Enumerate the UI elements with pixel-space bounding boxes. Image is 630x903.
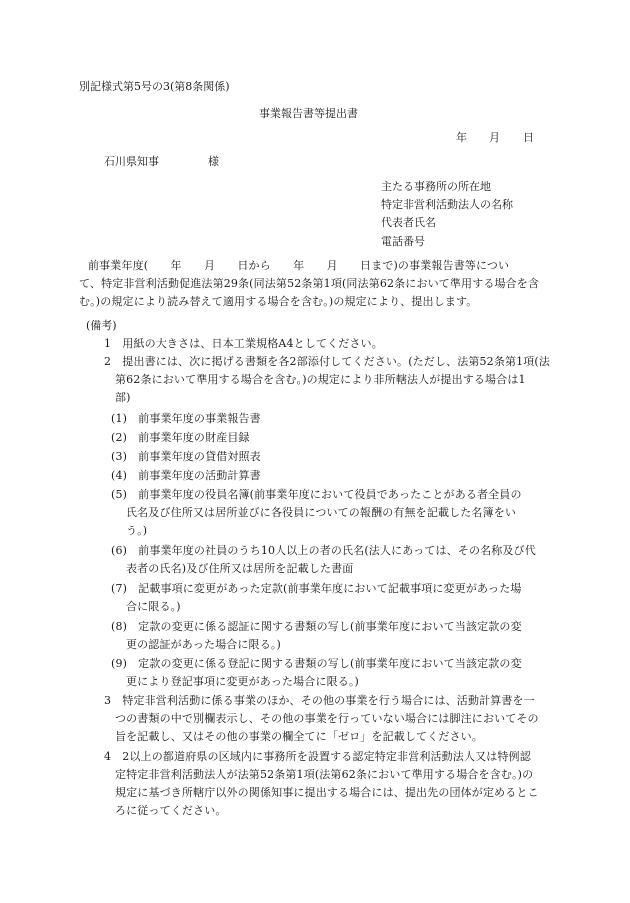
note-line: (6) 前事業年度の社員のうち10人以上の者の氏名(法人にあっては、その名称及び代 [111, 544, 536, 557]
applicant-representative-label: 代表者氏名 [381, 216, 436, 229]
note-line: 2 提出書には、次に掲げる書類を各2部添付してください。(ただし、法第52条第1項(法 [104, 355, 551, 368]
addressee-honorific: 様 [208, 155, 219, 168]
note-line: 4 2以上の都道府県の区域内に事務所を設置する認定特定非営利活動法人又は特例認 [104, 750, 531, 763]
notes-heading: (備考) [86, 319, 117, 332]
note-line: (4) 前事業年度の活動計算書 [111, 469, 261, 482]
note-line: 第62条において準用する場合を含む。)の規定により非所轄法人が提出する場合は1 [115, 373, 526, 386]
note-line: 1 用紙の大きさは、日本工業規格A4としてください。 [104, 337, 383, 350]
note-line: う。) [126, 524, 148, 537]
date-month: 月 [489, 131, 500, 144]
body-line: 前事業年度( 年 月 日から 年 月 日まで)の事業報告書等につい [88, 259, 510, 272]
note-line: 合に限る。) [126, 600, 181, 613]
date-year: 年 [456, 131, 467, 144]
note-line: 3 特定非営利活動に係る事業のほか、その他の事業を行う場合には、活動計算書を一 [104, 694, 535, 707]
form-label: 別記様式第5号の3(第8条関係) [79, 80, 230, 93]
body-line: て、特定非営利活動促進法第29条(同法第52条第1項(同法第62条において準用する場合を含 [79, 277, 540, 290]
note-line: 部) [115, 391, 131, 404]
note-line: 表者の氏名)及び住所又は居所を記載した書面 [126, 562, 354, 575]
note-line: ろに従ってください。 [115, 804, 227, 817]
note-line: (1) 前事業年度の事業報告書 [111, 412, 261, 425]
note-line: (8) 定款の変更に係る認証に関する書類の写し(前事業年度において当該定款の変 [111, 620, 522, 633]
note-line: (9) 定款の変更に係る登記に関する書類の写し(前事業年度において当該定款の変 [111, 657, 522, 670]
applicant-corporation-name-label: 特定非営利活動法人の名称 [381, 198, 513, 211]
note-line: 規定に基づき所轄庁以外の関係知事に提出する場合には、提出先の団体が定めるとこ [115, 786, 539, 799]
note-line: 定特定非営利活動法人が法第52条第1項(法第62条において準用する場合を含む。)の [115, 768, 534, 781]
note-line: (7) 記載事項に変更があった定款(前事業年度において記載事項に変更があった場 [111, 582, 522, 595]
note-line: 更の認証があった場合に限る。) [126, 638, 281, 651]
note-line: (3) 前事業年度の貸借対照表 [111, 450, 261, 463]
document-title: 事業報告書等提出書 [259, 107, 358, 120]
applicant-office-address-label: 主たる事務所の所在地 [381, 180, 491, 193]
body-line: む。)の規定により読み替えて適用する場合を含む。)の規定により、提出します。 [79, 295, 478, 308]
note-line: 旨を記載し、又はその他の事業の欄全てに「ゼロ」を記載してください。 [115, 730, 483, 743]
note-line: 更により登記事項に変更があった場合に限る。) [126, 675, 359, 688]
note-line: (2) 前事業年度の財産目録 [111, 431, 250, 444]
note-line: (5) 前事業年度の役員名簿(前事業年度において役員であったことがある者全員の [111, 488, 522, 501]
applicant-phone-label: 電話番号 [381, 235, 425, 248]
date-day: 日 [523, 131, 534, 144]
note-line: つの書類の中で別欄表示し、その他の事業を行っていない場合には脚注においてその [115, 712, 539, 725]
addressee-name: 石川県知事 [104, 155, 159, 168]
note-line: 氏名及び住所又は居所並びに各役員についての報酬の有無を記載した名簿をい [126, 506, 517, 519]
